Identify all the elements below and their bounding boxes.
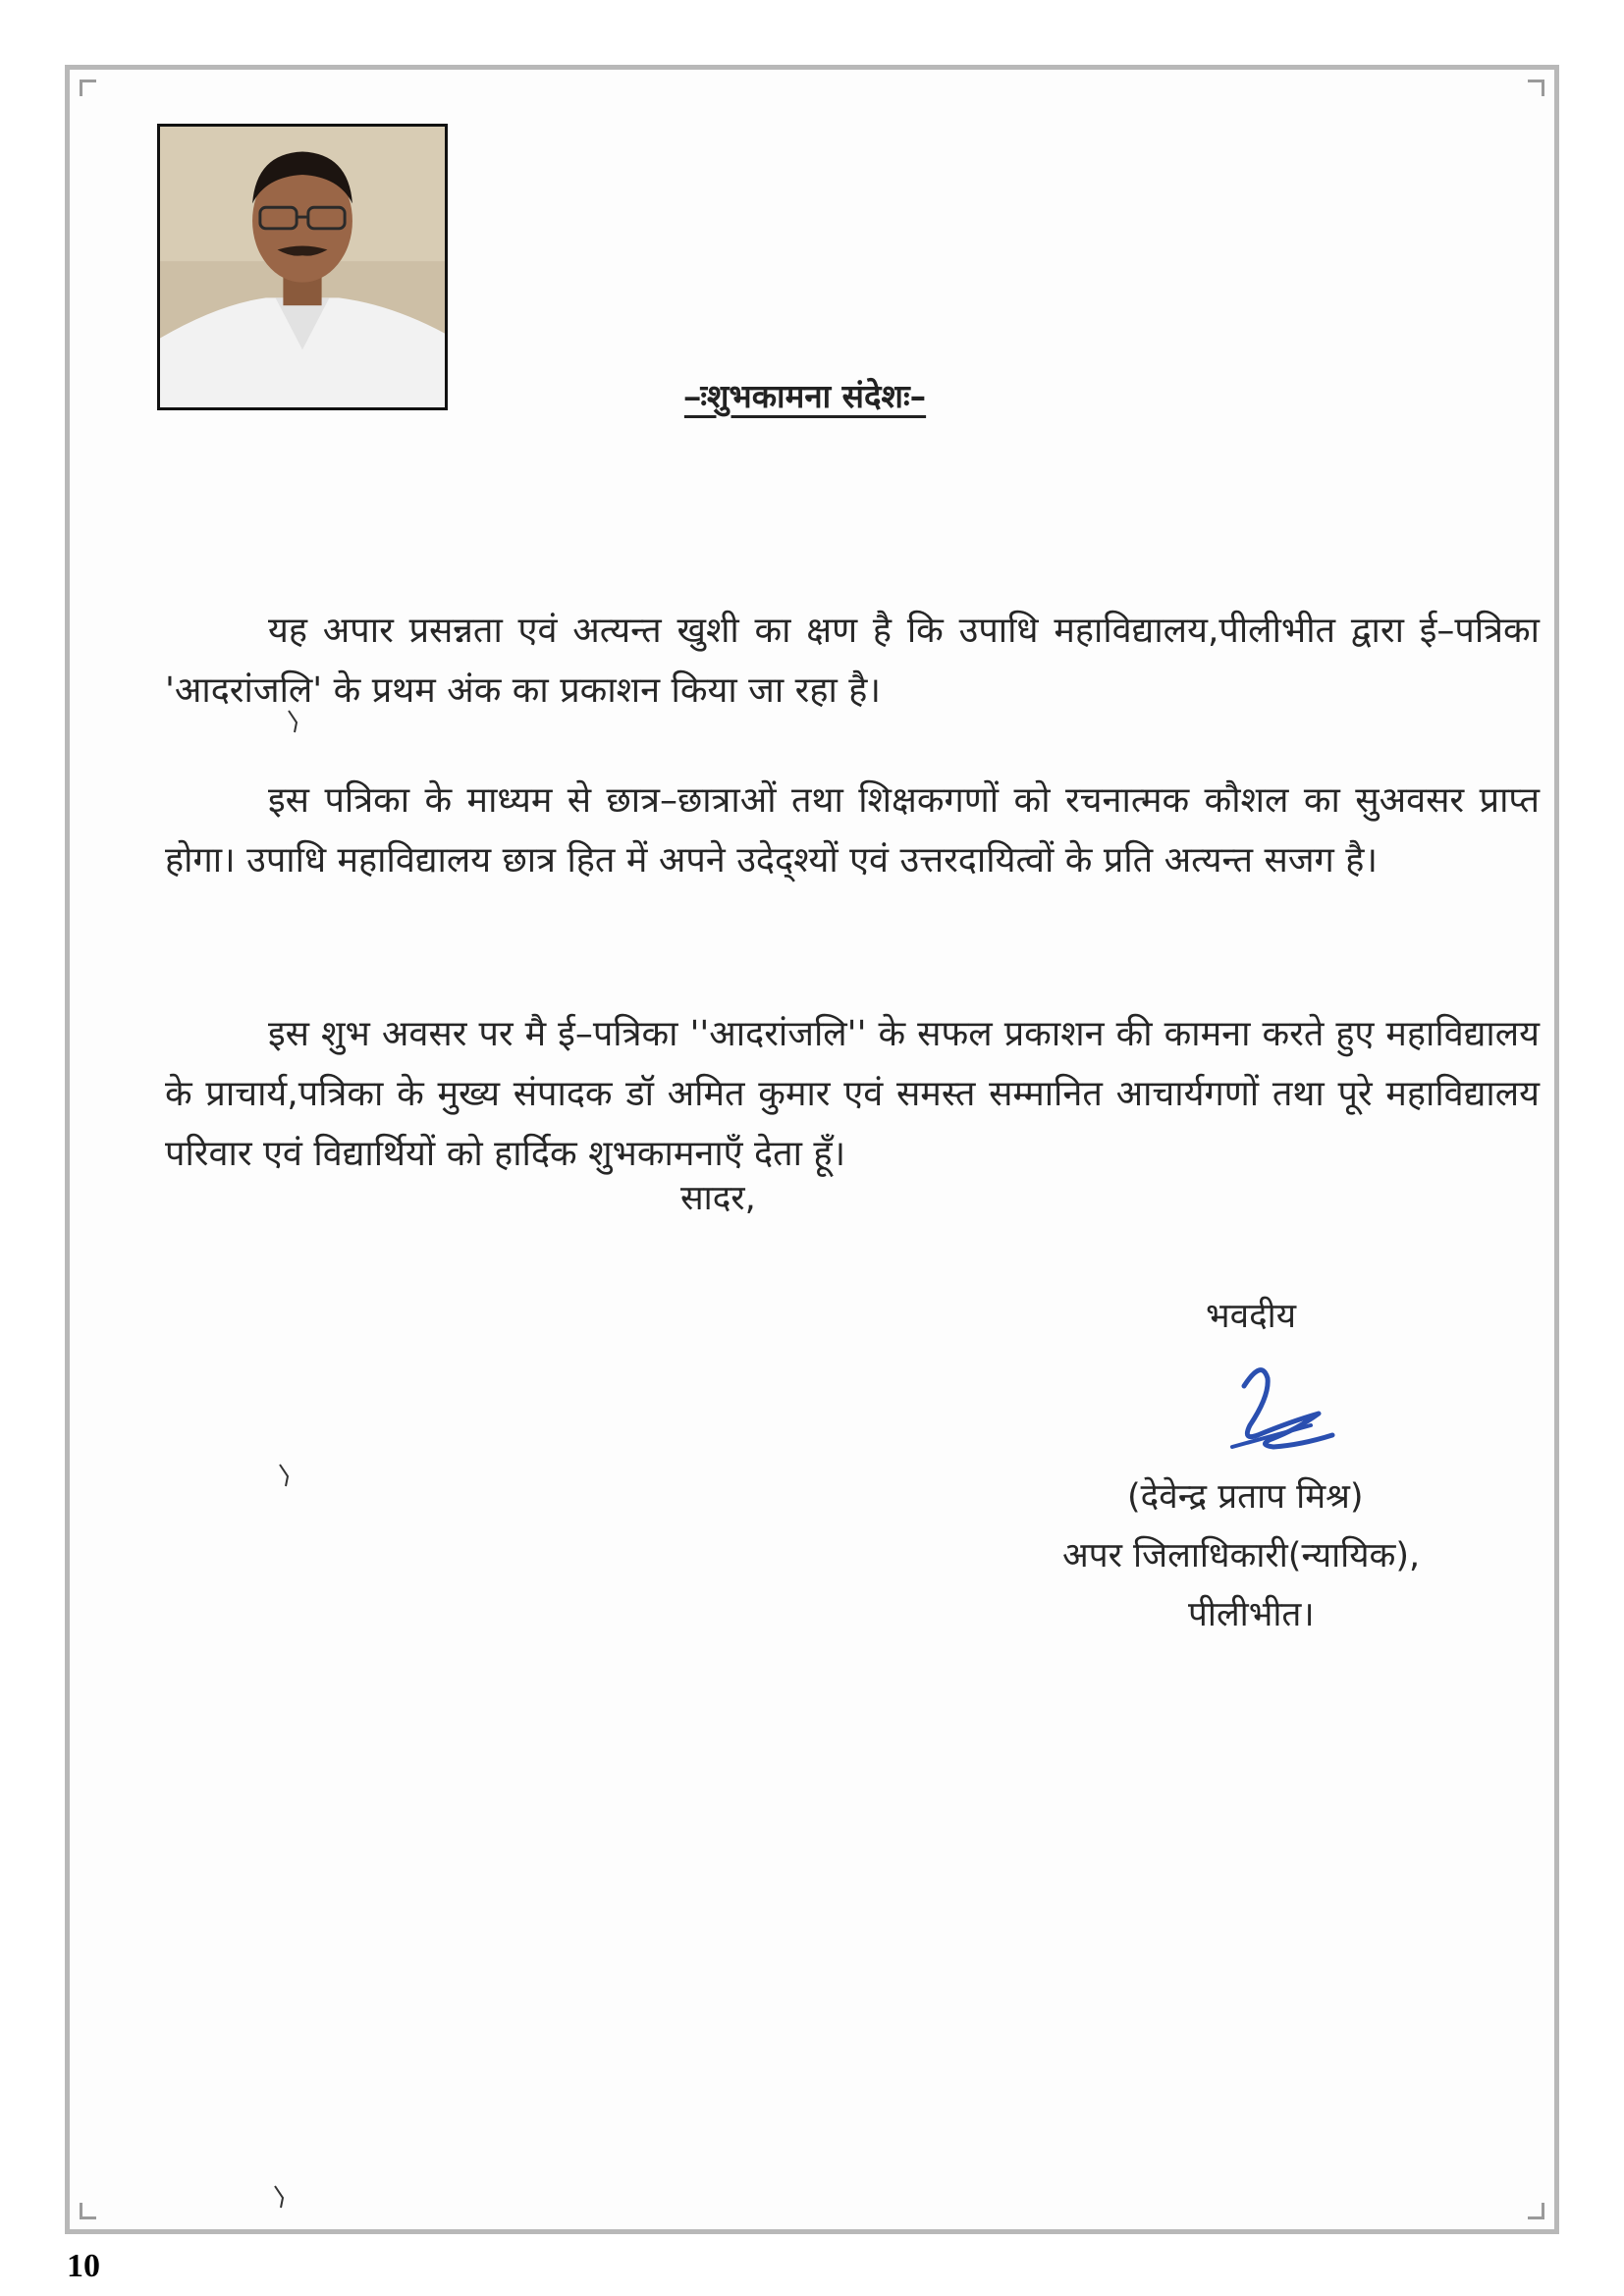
corner-ornament (1528, 2203, 1544, 2219)
letter-paragraph-3: इस शुभ अवसर पर मै ई–पत्रिका ''आदरांजलि'' के सफल प्रकाशन की कामना करते हुए महाविद्यालय के प्राचार्य,पत्रिका के मुख्य संपादक डॉ अमित कुमार एवं समस्त सम्मानित आचार्यगणों तथा पूरे महाविद्यालय परिवार एवं विद्यार्थियों को हार्दिक शुभकामनाएँ देता हूँ। (165, 1014, 1540, 1174)
letter-paragraph-2: इस पत्रिका के माध्यम से छात्र–छात्राओं तथा शिक्षकगणों को रचनात्मक कौशल का सुअवसर प्राप्त होगा। उपाधि महाविद्यालय छात्र हित में अपने उदेद्श्यों एवं उत्तरदायित्वों के प्रति अत्यन्त सजग है। (165, 780, 1540, 881)
scan-speck (287, 709, 304, 734)
corner-ornament (80, 2203, 96, 2219)
sign-off: भवदीय (1206, 1297, 1297, 1336)
corner-ornament (80, 80, 96, 96)
signatory-designation: अपर जिलाधिकारी(न्यायिक), (1062, 1536, 1421, 1575)
corner-ornament (1528, 80, 1544, 96)
closing-salutation: सादर, (680, 1179, 756, 1218)
signature-mark (1203, 1357, 1340, 1474)
scan-speck (278, 1463, 296, 1488)
page-number: 10 (67, 2248, 100, 2284)
signatory-place: पीलीभीत। (1188, 1595, 1315, 1634)
scan-speck (273, 2184, 291, 2210)
author-photo (157, 124, 448, 410)
signatory-name: (देवेन्द्र प्रताप मिश्र) (1127, 1477, 1364, 1517)
portrait-image (160, 127, 445, 407)
page-title: –ःशुभकामना संदेशः– (683, 377, 927, 415)
letter-paragraph-1: यह अपार प्रसन्नता एवं अत्यन्त खुशी का क्षण है कि उपाधि महाविद्यालय,पीलीभीत द्वारा ई–पत्रिका 'आदरांजलि' के प्रथम अंक का प्रकाशन किया जा रहा है। (165, 611, 1540, 711)
handwritten-signature (1203, 1357, 1340, 1474)
